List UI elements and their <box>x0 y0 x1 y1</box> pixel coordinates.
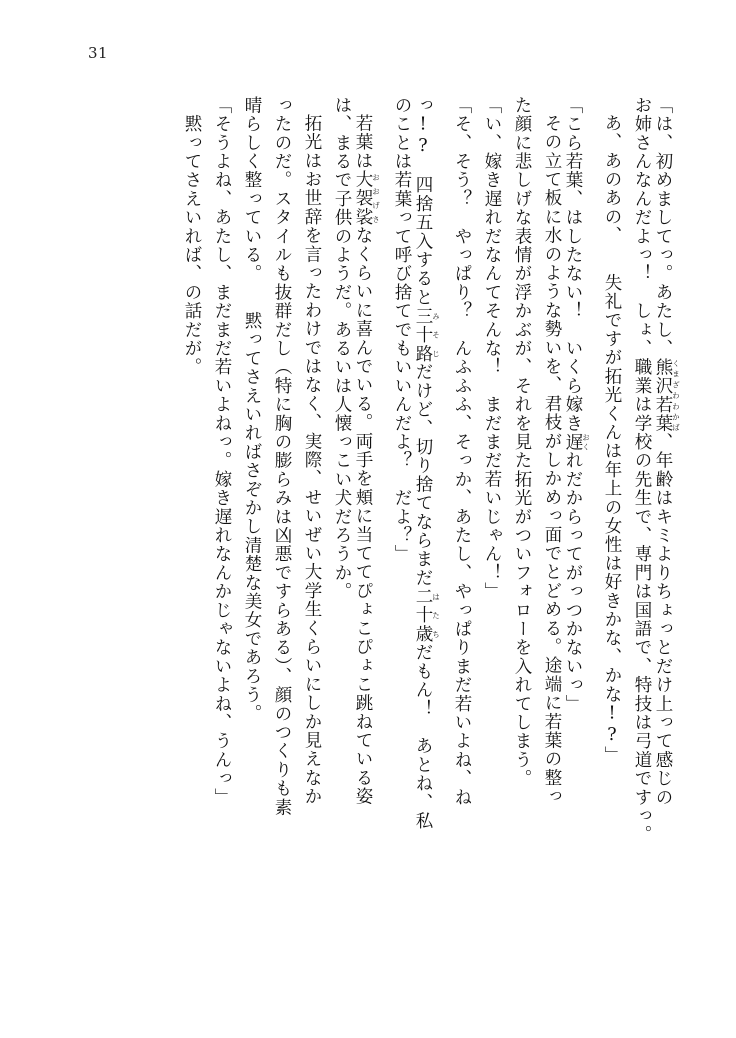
text-column: は、まるで子供のようだ。あるいは人懐っこい犬だろうか。 <box>332 96 352 601</box>
text-column: その立て板に水のような勢いを、君枝がしかめっ面でとどめる。途端に若葉の整っ <box>542 114 562 806</box>
text-column: 「は、初めましてっ。あたし、熊沢若葉くまざわわかば、年齢はキミよりちょっとだけ上って感じの <box>653 96 681 807</box>
text-column: のことは若葉って呼び捨てでもいいんだよ？ だよ？」 <box>392 96 412 564</box>
text-column: 「そうよね、あたし、まだまだ若いよねっ。嫁き遅れなんかじゃないよね、うんっ」 <box>212 96 232 807</box>
text-column: あ、あのあの、 失礼ですが拓光くんは年上の女性は好きかな、かな!?」 <box>602 114 622 765</box>
text-column: 拓光はお世辞を言ったわけではなく、実際、せいぜい大学生くらいにしか見えなか <box>302 114 322 806</box>
text-column: ったのだ。スタイルも抜群だし（特に胸の膨らみは凶悪ですらある）、顔のつくりも素 <box>272 96 292 817</box>
text-column: っ!? 四捨五入すると三十路みそじだけど、切り捨てならまだ二十歳はたちだもん！ あとね、私 <box>413 96 441 831</box>
text-column: 「い、嫁き遅れだなんてそんな！ まだまだ若いじゃん！」 <box>482 96 502 601</box>
text-column: 「こら若葉、はしたない！ いくら嫁き遅おくれだからってがっつかないっ」 <box>563 96 591 714</box>
text-column: 若葉は大袈裟おおげさなくらいに喜んでいる。両手を頬に当ててぴょこぴょこ跳ねている姿 <box>353 114 381 806</box>
vertical-text-body <box>56 96 680 976</box>
text-column: 黙ってさえいれば、の話だが。 <box>182 96 202 377</box>
page-number: 31 <box>88 44 109 62</box>
text-column: 「そ、そう？ やっぱり？ んふふふ、そっか、あたし、やっぱりまだ若いよね、ね <box>452 96 472 807</box>
text-column: 晴らしく整っている。 黙ってさえいればさぞかし清楚な美女であろう。 <box>242 96 262 724</box>
text-column: た顔に悲しげな表情が浮かぶが、それを見た拓光がついフォローを入れてしまう。 <box>512 96 532 788</box>
text-column: お姉さんなんだよっ！ しょ、職業は学校の先生で、専門は国語で、特技は弓道ですっ。 <box>632 96 652 844</box>
